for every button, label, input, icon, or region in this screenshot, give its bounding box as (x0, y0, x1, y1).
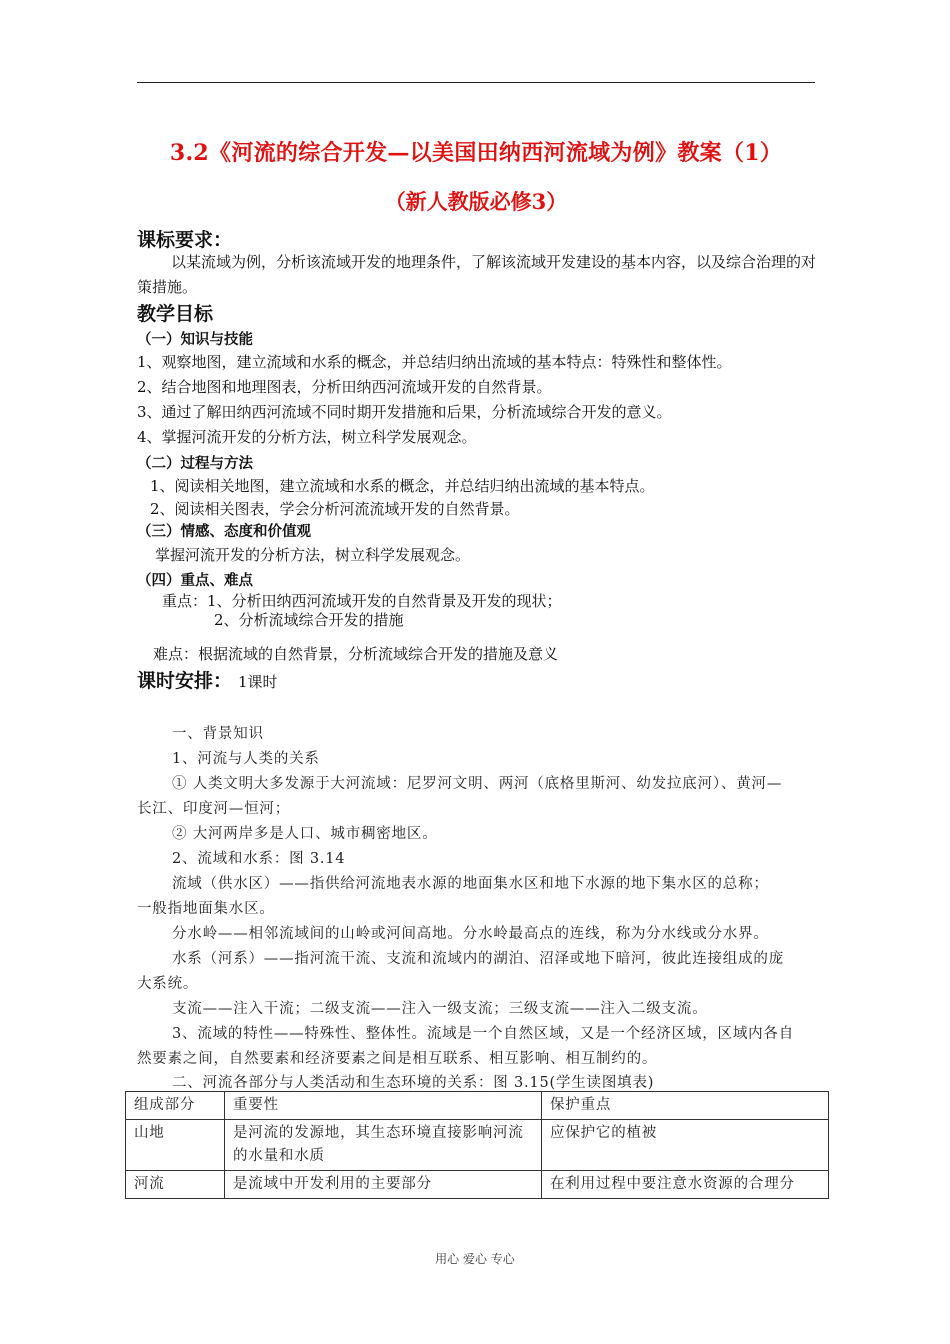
table-row (126, 1171, 829, 1199)
body-line: ② 大河两岸多是人口、城市稠密地区。 (172, 826, 438, 842)
body-line: 大系统。 (137, 976, 199, 992)
subheading-attitude: （三）情感、态度和价值观 (137, 524, 311, 540)
body-line: 一般指地面集水区。 (137, 901, 275, 917)
table-cell: 在利用过程中要注意水资源的合理分 (542, 1171, 829, 1199)
knowledge-item: 4、掌握河流开发的分析方法，树立科学发展观念。 (137, 428, 477, 446)
body-line: 一、背景知识 (172, 726, 264, 742)
subheading-knowledge: （一）知识与技能 (137, 332, 253, 348)
body-line: 2、流域和水系：图 3.14 (172, 851, 346, 867)
knowledge-item: 1、观察地图，建立流域和水系的概念，并总结归纳出流域的基本特点：特殊性和整体性。 (137, 353, 732, 371)
body-line: 长江、印度河—恒河； (137, 801, 290, 817)
key-point-line: 重点：1、分析田纳西河流域开发的自然背景及开发的现状； (162, 592, 562, 610)
body-line: 3、流域的特性——特殊性、整体性。流域是一个自然区域，又是一个经济区域，区域内各自 (172, 1026, 795, 1042)
section-heading-objectives: 教学目标 (137, 303, 214, 325)
body-line: ① 人类文明大多发源于大河流域：尼罗河文明、两河（底格里斯河、幼发拉底河）、黄河— (172, 776, 783, 792)
header-rule (137, 82, 815, 83)
table-header-cell: 组成部分 (126, 1092, 225, 1120)
knowledge-item: 2、结合地图和地理图表，分析田纳西河流域开发的自然背景。 (137, 378, 552, 396)
attitude-text: 掌握河流开发的分析方法，树立科学发展观念。 (155, 546, 471, 564)
table-row (126, 1120, 829, 1171)
body-line: 然要素之间，自然要素和经济要素之间是相互联系、相互影响、相互制约的。 (137, 1051, 658, 1067)
page-footer: 用心 爱心 专心 (435, 1252, 515, 1266)
table-cell: 是河流的发源地，其生态环境直接影响河流的水量和水质 (225, 1120, 542, 1171)
body-line: 水系（河系）——指河流干流、支流和流域内的湖泊、沼泽或地下暗河，彼此连接组成的庞 (172, 951, 784, 967)
key-point-line: 2、分析流域综合开发的措施 (214, 611, 404, 629)
body-line: 支流——注入干流；二级支流——注入一级支流；三级支流——注入二级支流。 (172, 1001, 708, 1017)
table-header-row (126, 1092, 829, 1120)
curriculum-text: 以某流域为例，分析该流域开发的地理条件，了解该流域开发建设的基本内容，以及综合治理的对策措施。 (137, 253, 817, 296)
knowledge-item: 3、通过了解田纳西河流域不同时期开发措施和后果，分析流域综合开发的意义。 (137, 403, 672, 421)
document-title: 3.2《河流的综合开发—以美国田纳西河流域为例》教案（1） (169, 140, 783, 166)
table-header-cell: 保护重点 (542, 1092, 829, 1120)
body-line: 二、河流各部分与人类活动和生态环境的关系：图 3.15(学生读图填表) (172, 1075, 655, 1091)
difficulty-line: 难点：根据流域的自然背景，分析流域综合开发的措施及意义 (153, 645, 559, 663)
subheading-process: （二）过程与方法 (137, 456, 253, 472)
table-header-cell: 重要性 (225, 1092, 542, 1120)
body-line: 分水岭——相邻流域间的山岭或河间高地。分水岭最高点的连线，称为分水线或分水界。 (172, 926, 769, 942)
table-cell: 应保护它的植被 (542, 1120, 829, 1171)
schedule-value: 1课时 (238, 673, 278, 691)
table-cell: 是流域中开发利用的主要部分 (225, 1171, 542, 1199)
table-cell: 山地 (126, 1120, 225, 1171)
schedule-heading: 课时安排： (137, 670, 233, 692)
body-line: 流域（供水区）——指供给河流地表水源的地面集水区和地下水源的地下集水区的总称； (172, 876, 769, 892)
table-cell: 河流 (126, 1171, 225, 1199)
section-heading-curriculum: 课标要求： (137, 229, 233, 251)
process-item: 2、阅读相关图表，学会分析河流流域开发的自然背景。 (150, 500, 520, 518)
document-subtitle: （新人教版必修3） (384, 189, 568, 214)
subheading-key-points: （四）重点、难点 (137, 573, 253, 589)
schedule-line (137, 666, 278, 693)
process-item: 1、阅读相关地图，建立流域和水系的概念，并总结归纳出流域的基本特点。 (150, 477, 655, 495)
river-parts-table (125, 1091, 829, 1199)
body-line: 1、河流与人类的关系 (172, 751, 320, 767)
